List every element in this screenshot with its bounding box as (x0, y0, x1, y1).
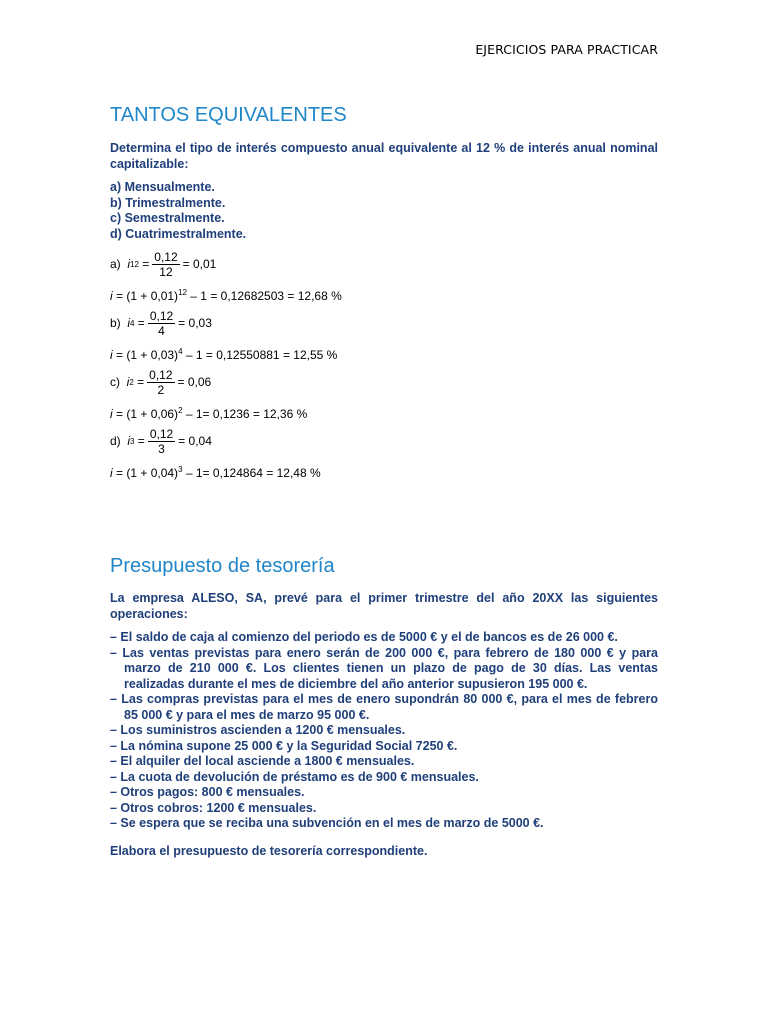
list-item: – El alquiler del local asciende a 1800 € mensuales. (110, 754, 415, 768)
solution-b-rate: b) i 4 = $\frac{0,12}{4}$ = 0,03 (110, 308, 212, 338)
solution-c-effective: $i = (1 + 0,06)^2 - 1= 0,1236 = 12,36$ % (110, 406, 308, 421)
section-title-tantos: TANTOS EQUIVALENTES (110, 104, 347, 126)
solution-a-effective: $i = (1 + 0,01)^{12} - 1 = 0,12682503 = 12,68$ % (110, 288, 342, 303)
solution-b-effective: $i = (1 + 0,03)^4 - 1 = 0,12550881 = 12,55$ % (110, 347, 338, 362)
options-list (110, 180, 658, 242)
fraction: $\frac{0,12}{12}$ (154, 249, 178, 279)
list-item: – Otros cobros: 1200 € mensuales. (110, 800, 317, 815)
list-item: – Otros pagos: 800 € mensuales. (110, 785, 305, 799)
closing-instruction: Elabora el presupuesto de tesorería correspondiente. (110, 844, 428, 858)
list-item: – La cuota de devolución de préstamo es de 900 € mensuales. (110, 769, 479, 784)
operations-list (110, 630, 658, 832)
option-item: a) Mensualmente. (110, 180, 215, 194)
section-title-tesoreria: Presupuesto de tesorería (110, 555, 335, 577)
fraction: $\frac{0,12}{4}$ (149, 308, 174, 338)
exercise-intro: Determina el tipo de interés compuesto anual equivalente al 12 % de interés anual nominal capitalizable: (110, 141, 658, 171)
solution-d-rate: d) i 3 = $\frac{0,12}{3}$ = 0,04 (110, 426, 212, 456)
solution-letter: c) (110, 375, 120, 389)
option-item: d) Cuatrimestralmente. (110, 226, 247, 241)
list-item: – Las ventas previstas para enero serán de 200 000 €, para febrero de 180 000 € y para marzo de 210 000 €. Los clientes tienen un plazo de pago de 30 días. Las ventas realizadas durante el mes de diciembre del año anterior supusieron 195 000 €. (110, 645, 658, 691)
page-header: EJERCICIOS PARA PRACTICAR (475, 42, 658, 57)
solution-d-effective: $i = (1 + 0,04)^3 - 1= 0,124864 = 12,48$ % (110, 465, 321, 480)
fraction: $\frac{0,12}{3}$ (149, 426, 174, 456)
option-item: b) Trimestralmente. (110, 195, 226, 210)
list-item: – Se espera que se reciba una subvención en el mes de marzo de 5000 €. (110, 816, 544, 830)
solution-letter: a) (110, 257, 121, 271)
solution-letter: b) (110, 316, 121, 330)
option-item: c) Semestralmente. (110, 211, 225, 225)
list-item: – El saldo de caja al comienzo del periodo es de 5000 € y el de bancos es de 26 000 €. (110, 630, 618, 644)
list-item: – Los suministros ascienden a 1200 € mensuales. (110, 723, 406, 737)
list-item: – Las compras previstas para el mes de enero supondrán 80 000 €, para el mes de febrero 85 000 € y para el mes de marzo 95 000 €. (110, 692, 658, 722)
list-item: – La nómina supone 25 000 € y la Seguridad Social 7250 €. (110, 738, 458, 753)
solution-letter: d) (110, 434, 121, 448)
budget-intro: La empresa ALESO, SA, prevé para el primer trimestre del año 20XX las siguientes operaciones: (110, 591, 658, 621)
fraction: $\frac{0,12}{2}$ (149, 367, 173, 397)
solution-a-rate: a) i 12 = $\frac{0,12}{12}$ = 0,01 (110, 249, 217, 279)
solution-c-rate: c) i 2 = $\frac{0,12}{2}$ = 0,06 (110, 367, 212, 397)
